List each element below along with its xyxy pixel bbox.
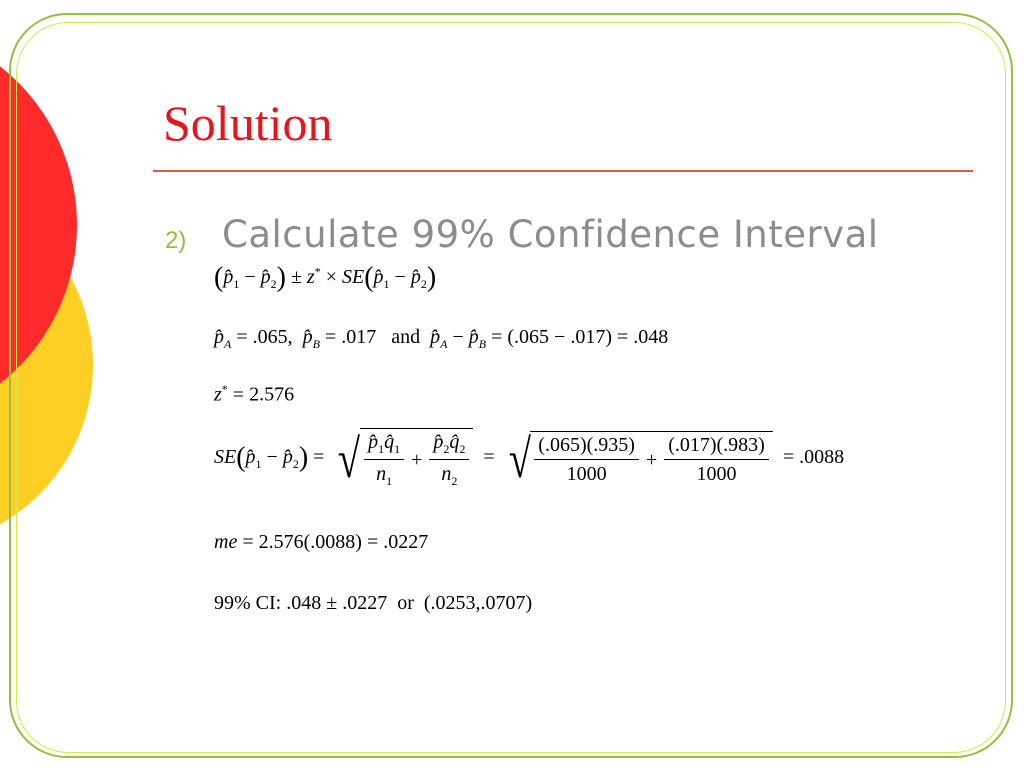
se-numeric-root: √ $\frac{(.065)(.935)}{1000}$ + $\frac{(.017)(.983)}{1000}$: [505, 431, 773, 486]
ci-general-formula: ($p̂_1$ − $p̂_2) \pm z^*$ × $SE(p̂_1$ − $p̂_2$): [214, 262, 437, 293]
me-expression: 2.576(.0088): [258, 531, 362, 553]
se-denominator-1: 1000: [566, 463, 607, 485]
p-hat-b-value: .017: [341, 326, 377, 348]
se-numerator-2: (.017)(.983): [664, 434, 769, 460]
ci-result-line: 99% CI: .048 ± .0227 or (.0253,.0707): [214, 592, 533, 614]
z-star-line: z* = 2.576: [214, 382, 295, 406]
ci-prefix: 99% CI:: [214, 592, 282, 614]
difference-expression: (.065 − .017): [507, 326, 612, 348]
se-value: .0088: [799, 446, 845, 469]
ci-margin: .0227: [342, 592, 388, 614]
p-hat-a-value: .065,: [252, 326, 293, 348]
title-underline: [153, 170, 973, 172]
slide-title: Solution: [163, 95, 333, 151]
margin-of-error-line: me = 2.576(.0088) = .0227: [214, 531, 429, 553]
se-symbolic-root: √ $\frac{p̂_1q̂_1}{n_1}$ + $\frac{p̂_2q̂_2}{n_2}$: [334, 428, 473, 489]
difference-value: .048: [633, 326, 669, 348]
se-denominator-2: 1000: [696, 463, 737, 485]
me-value: .0227: [383, 531, 429, 553]
step-number: 2): [165, 227, 187, 254]
standard-error-line: $SE(p̂_1$ − $p̂_2$) = √ $\frac{p̂_1q̂_1}{n_1}$ + $\frac{p̂_2q̂_2}{n_2}$ = √ $\frac{(.065)(.935)}{1000}$ + $\frac{(.017)(.983)}{1000}$ = .0088: [214, 428, 845, 489]
and-word: and: [391, 326, 421, 348]
z-star-value: 2.576: [249, 383, 295, 406]
ci-or-word: or: [397, 592, 414, 614]
ci-interval: (.0253,.0707): [423, 592, 533, 614]
ci-center: .048: [286, 592, 322, 614]
se-numerator-1: (.065)(.935): [534, 434, 639, 460]
proportions-line: $p̂_A = .065$, $p̂_B = .017$ and $p̂_A$ − $p̂_B = (.065 - .017) = .048$: [214, 326, 669, 351]
step-heading: Calculate 99% Confidence Interval: [222, 213, 879, 256]
